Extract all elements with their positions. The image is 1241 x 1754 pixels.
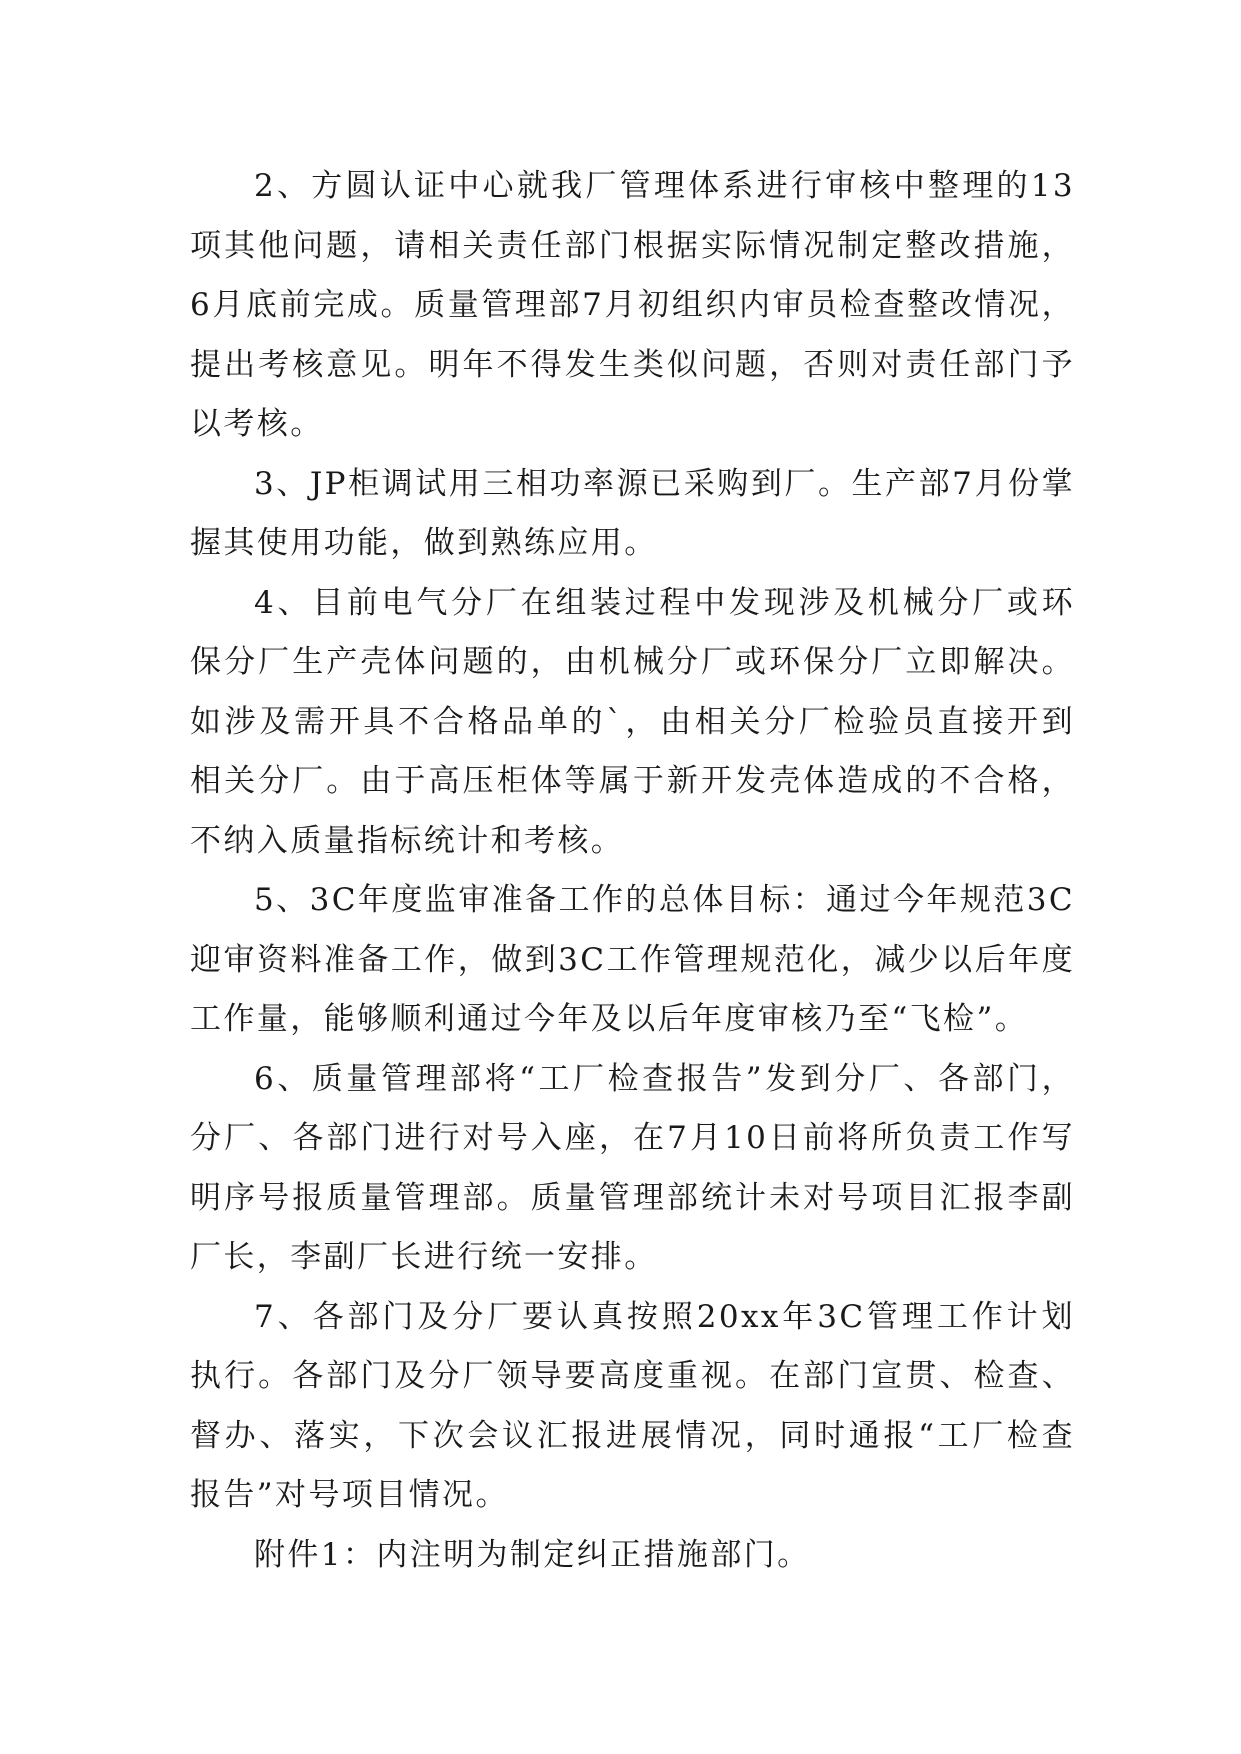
paragraph-item-4: 4、目前电气分厂在组装过程中发现涉及机械分厂或环保分厂生产壳体问题的，由机械分厂或环保分厂立即解决。如涉及需开具不合格品单的`，由相关分厂检验员直接开到相关分厂。由于高压柜体等属于新开发壳体造成的不合格，不纳入质量指标统计和考核。: [190, 584, 1075, 859]
document-body: [190, 157, 1075, 1585]
paragraph-item-5: 5、3C年度监审准备工作的总体目标：通过今年规范3C迎审资料准备工作，做到3C工作管理规范化，减少以后年度工作量，能够顺利通过今年及以后年度审核乃至“飞检”。: [190, 882, 1075, 1037]
paragraph-item-7: 7、各部门及分厂要认真按照20xx年3C管理工作计划执行。各部门及分厂领导要高度重视。在部门宣贯、检查、督办、落实，下次会议汇报进展情况，同时通报“工厂检查报告”对号项目情况。: [190, 1298, 1075, 1513]
paragraph-item-3: 3、JP柜调试用三相功率源已采购到厂。生产部7月份掌握其使用功能，做到熟练应用。: [190, 465, 1075, 561]
paragraph-item-6: 6、质量管理部将“工厂检查报告”发到分厂、各部门，分厂、各部门进行对号入座，在7月10日前将所负责工作写明序号报质量管理部。质量管理部统计未对号项目汇报李副厂长，李副厂长进行统一安排。: [190, 1060, 1075, 1275]
paragraph-item-2: 2、方圆认证中心就我厂管理体系进行审核中整理的13项其他问题，请相关责任部门根据实际情况制定整改措施，6月底前完成。质量管理部7月初组织内审员检查整改情况，提出考核意见。明年不得发生类似问题，否则对责任部门予以考核。: [190, 168, 1075, 442]
attachment-note: 附件1：内注明为制定纠正措施部门。: [254, 1536, 811, 1573]
